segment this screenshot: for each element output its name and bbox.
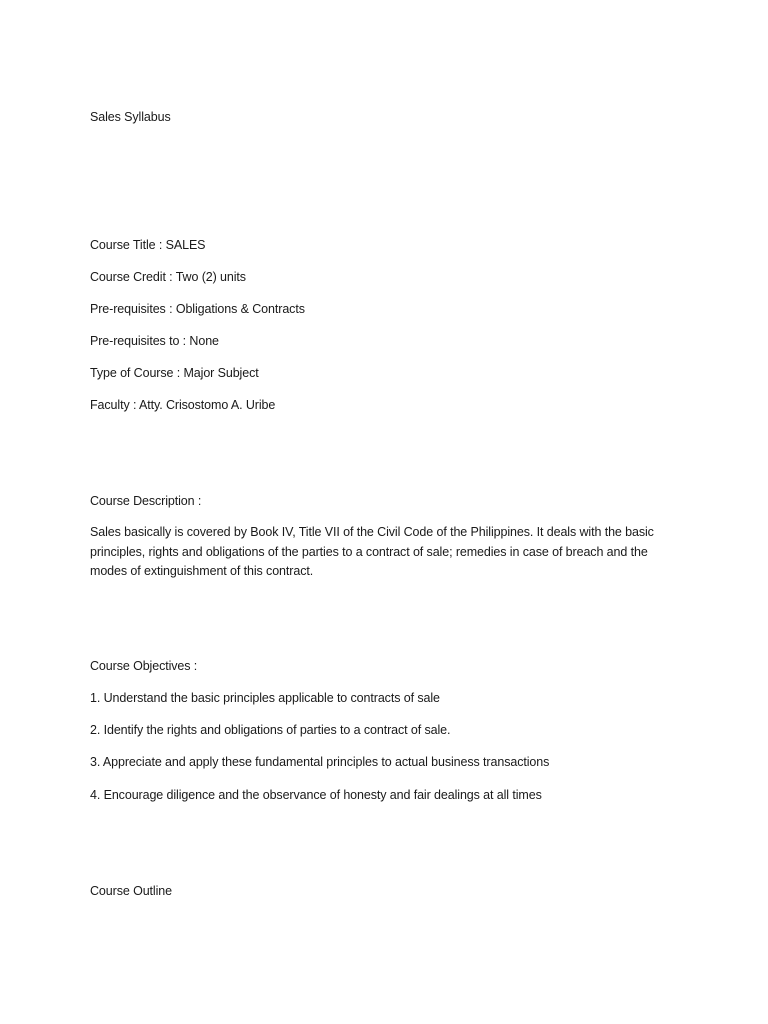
objective-item: 2. Identify the rights and obligations of parties to a contract of sale. bbox=[90, 723, 451, 737]
objective-item: 3. Appreciate and apply these fundamental principles to actual business transactions bbox=[90, 755, 550, 769]
description-line: Sales basically is covered by Book IV, Title VII of the Civil Code of the Philippines. It deals with the basic bbox=[90, 525, 654, 539]
faculty: Faculty : Atty. Crisostomo A. Uribe bbox=[90, 398, 276, 412]
objective-item: 1. Understand the basic principles applicable to contracts of sale bbox=[90, 691, 440, 705]
type-of-course: Type of Course : Major Subject bbox=[90, 366, 259, 380]
prerequisites: Pre-requisites : Obligations & Contracts bbox=[90, 302, 305, 316]
objective-item: 4. Encourage diligence and the observance of honesty and fair dealings at all times bbox=[90, 788, 542, 802]
description-heading: Course Description : bbox=[90, 494, 202, 508]
objectives-heading: Course Objectives : bbox=[90, 659, 198, 673]
outline-heading: Course Outline bbox=[90, 884, 172, 898]
description-paragraph bbox=[90, 523, 680, 582]
description-line: modes of extinguishment of this contract. bbox=[90, 564, 314, 578]
description-line: principles, rights and obligations of the parties to a contract of sale; remedies in case of breach and the bbox=[90, 544, 648, 559]
course-title: Course Title : SALES bbox=[90, 238, 206, 252]
prerequisites-to: Pre-requisites to : None bbox=[90, 334, 219, 348]
course-credit: Course Credit : Two (2) units bbox=[90, 270, 246, 284]
document-title: Sales Syllabus bbox=[90, 110, 171, 124]
